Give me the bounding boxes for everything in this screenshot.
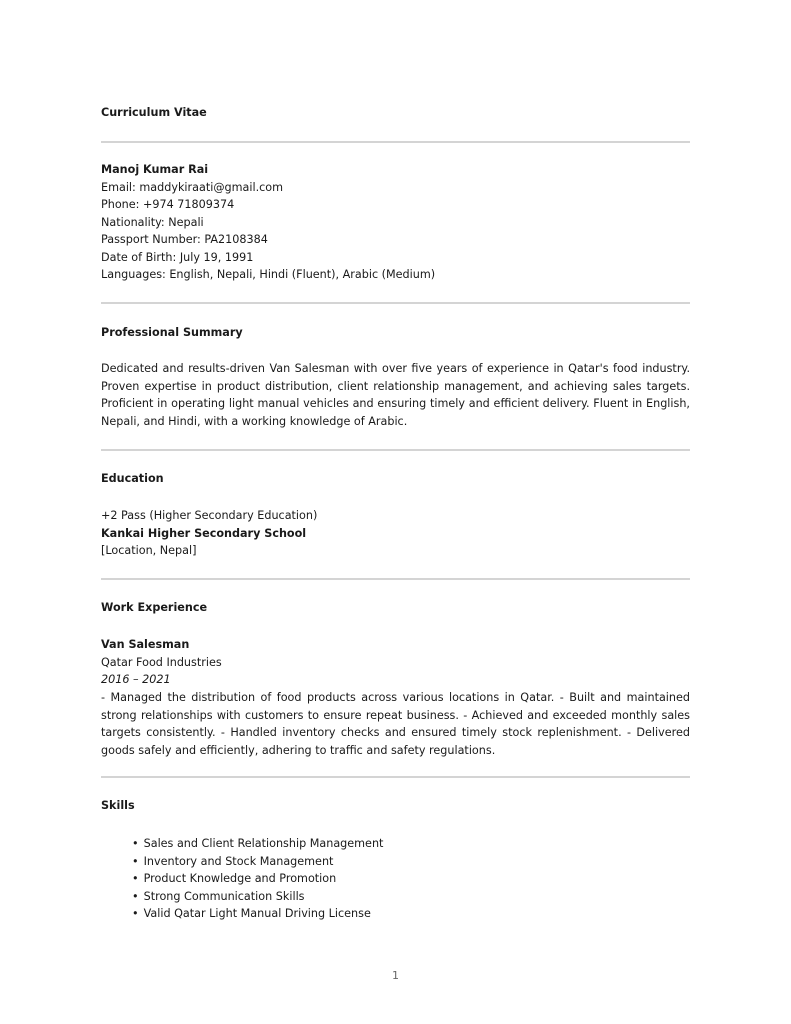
summary-heading: Professional Summary [101, 326, 243, 339]
phone-line: Phone: +974 71809374 [101, 198, 235, 211]
email-line: Email: maddykiraati@gmail.com [101, 180, 284, 194]
personal-details [101, 161, 690, 284]
candidate-name: Manoj Kumar Rai [101, 163, 209, 176]
skills-list [132, 835, 383, 923]
education-location: [Location, Nepal] [101, 544, 197, 557]
skill-item: • Valid Qatar Light Manual Driving License [132, 905, 383, 923]
experience-details: - Managed the distribution of food products across various locations in Qatar. - Built and maintained strong relationships with customers to ensure repeat business. - Achieved and exceeded monthly sales targets consistently. - Handled inventory checks and ensured timely stock replenishment. - Delivered goods safely and efficiently, adhering to traffic and safety regulations. [101, 691, 690, 757]
education-details [101, 507, 690, 560]
experience-entry [101, 636, 690, 689]
passport-line: Passport Number: PA2108384 [101, 233, 268, 246]
document-title: Curriculum Vitae [101, 106, 207, 119]
skills-heading: Skills [101, 799, 135, 812]
experience-company: Qatar Food Industries [101, 655, 222, 669]
section-divider [101, 141, 690, 143]
experience-period: 2016 – 2021 [101, 673, 171, 686]
skill-item: • Inventory and Stock Management [132, 853, 383, 871]
dob-line: Date of Birth: July 19, 1991 [101, 250, 254, 264]
summary-text: Dedicated and results-driven Van Salesman with over five years of experience in Qatar's food industry. Proven expertise in product distribution, client relationship management, and achieving sales targets. Proficient in operating light manual vehicles and ensuring timely and efficient delivery. Fluent in English, Nepali, and Hindi, with a working knowledge of Arabic. [101, 362, 690, 428]
education-qualification: +2 Pass (Higher Secondary Education) [101, 509, 318, 522]
experience-role: Van Salesman [101, 638, 190, 651]
experience-heading: Work Experience [101, 601, 208, 614]
section-divider [101, 776, 690, 778]
section-divider [101, 449, 690, 451]
education-heading: Education [101, 472, 164, 485]
skill-item: • Sales and Client Relationship Management [132, 835, 383, 853]
section-divider [101, 578, 690, 580]
skill-item: • Product Knowledge and Promotion [132, 870, 383, 888]
languages-line: Languages: English, Nepali, Hindi (Fluent), Arabic (Medium) [101, 268, 436, 281]
skill-item: • Strong Communication Skills [132, 888, 383, 906]
section-divider [101, 302, 690, 304]
nationality-line: Nationality: Nepali [101, 215, 204, 229]
education-school: Kankai Higher Secondary School [101, 526, 307, 540]
page-number: 1 [392, 969, 399, 982]
